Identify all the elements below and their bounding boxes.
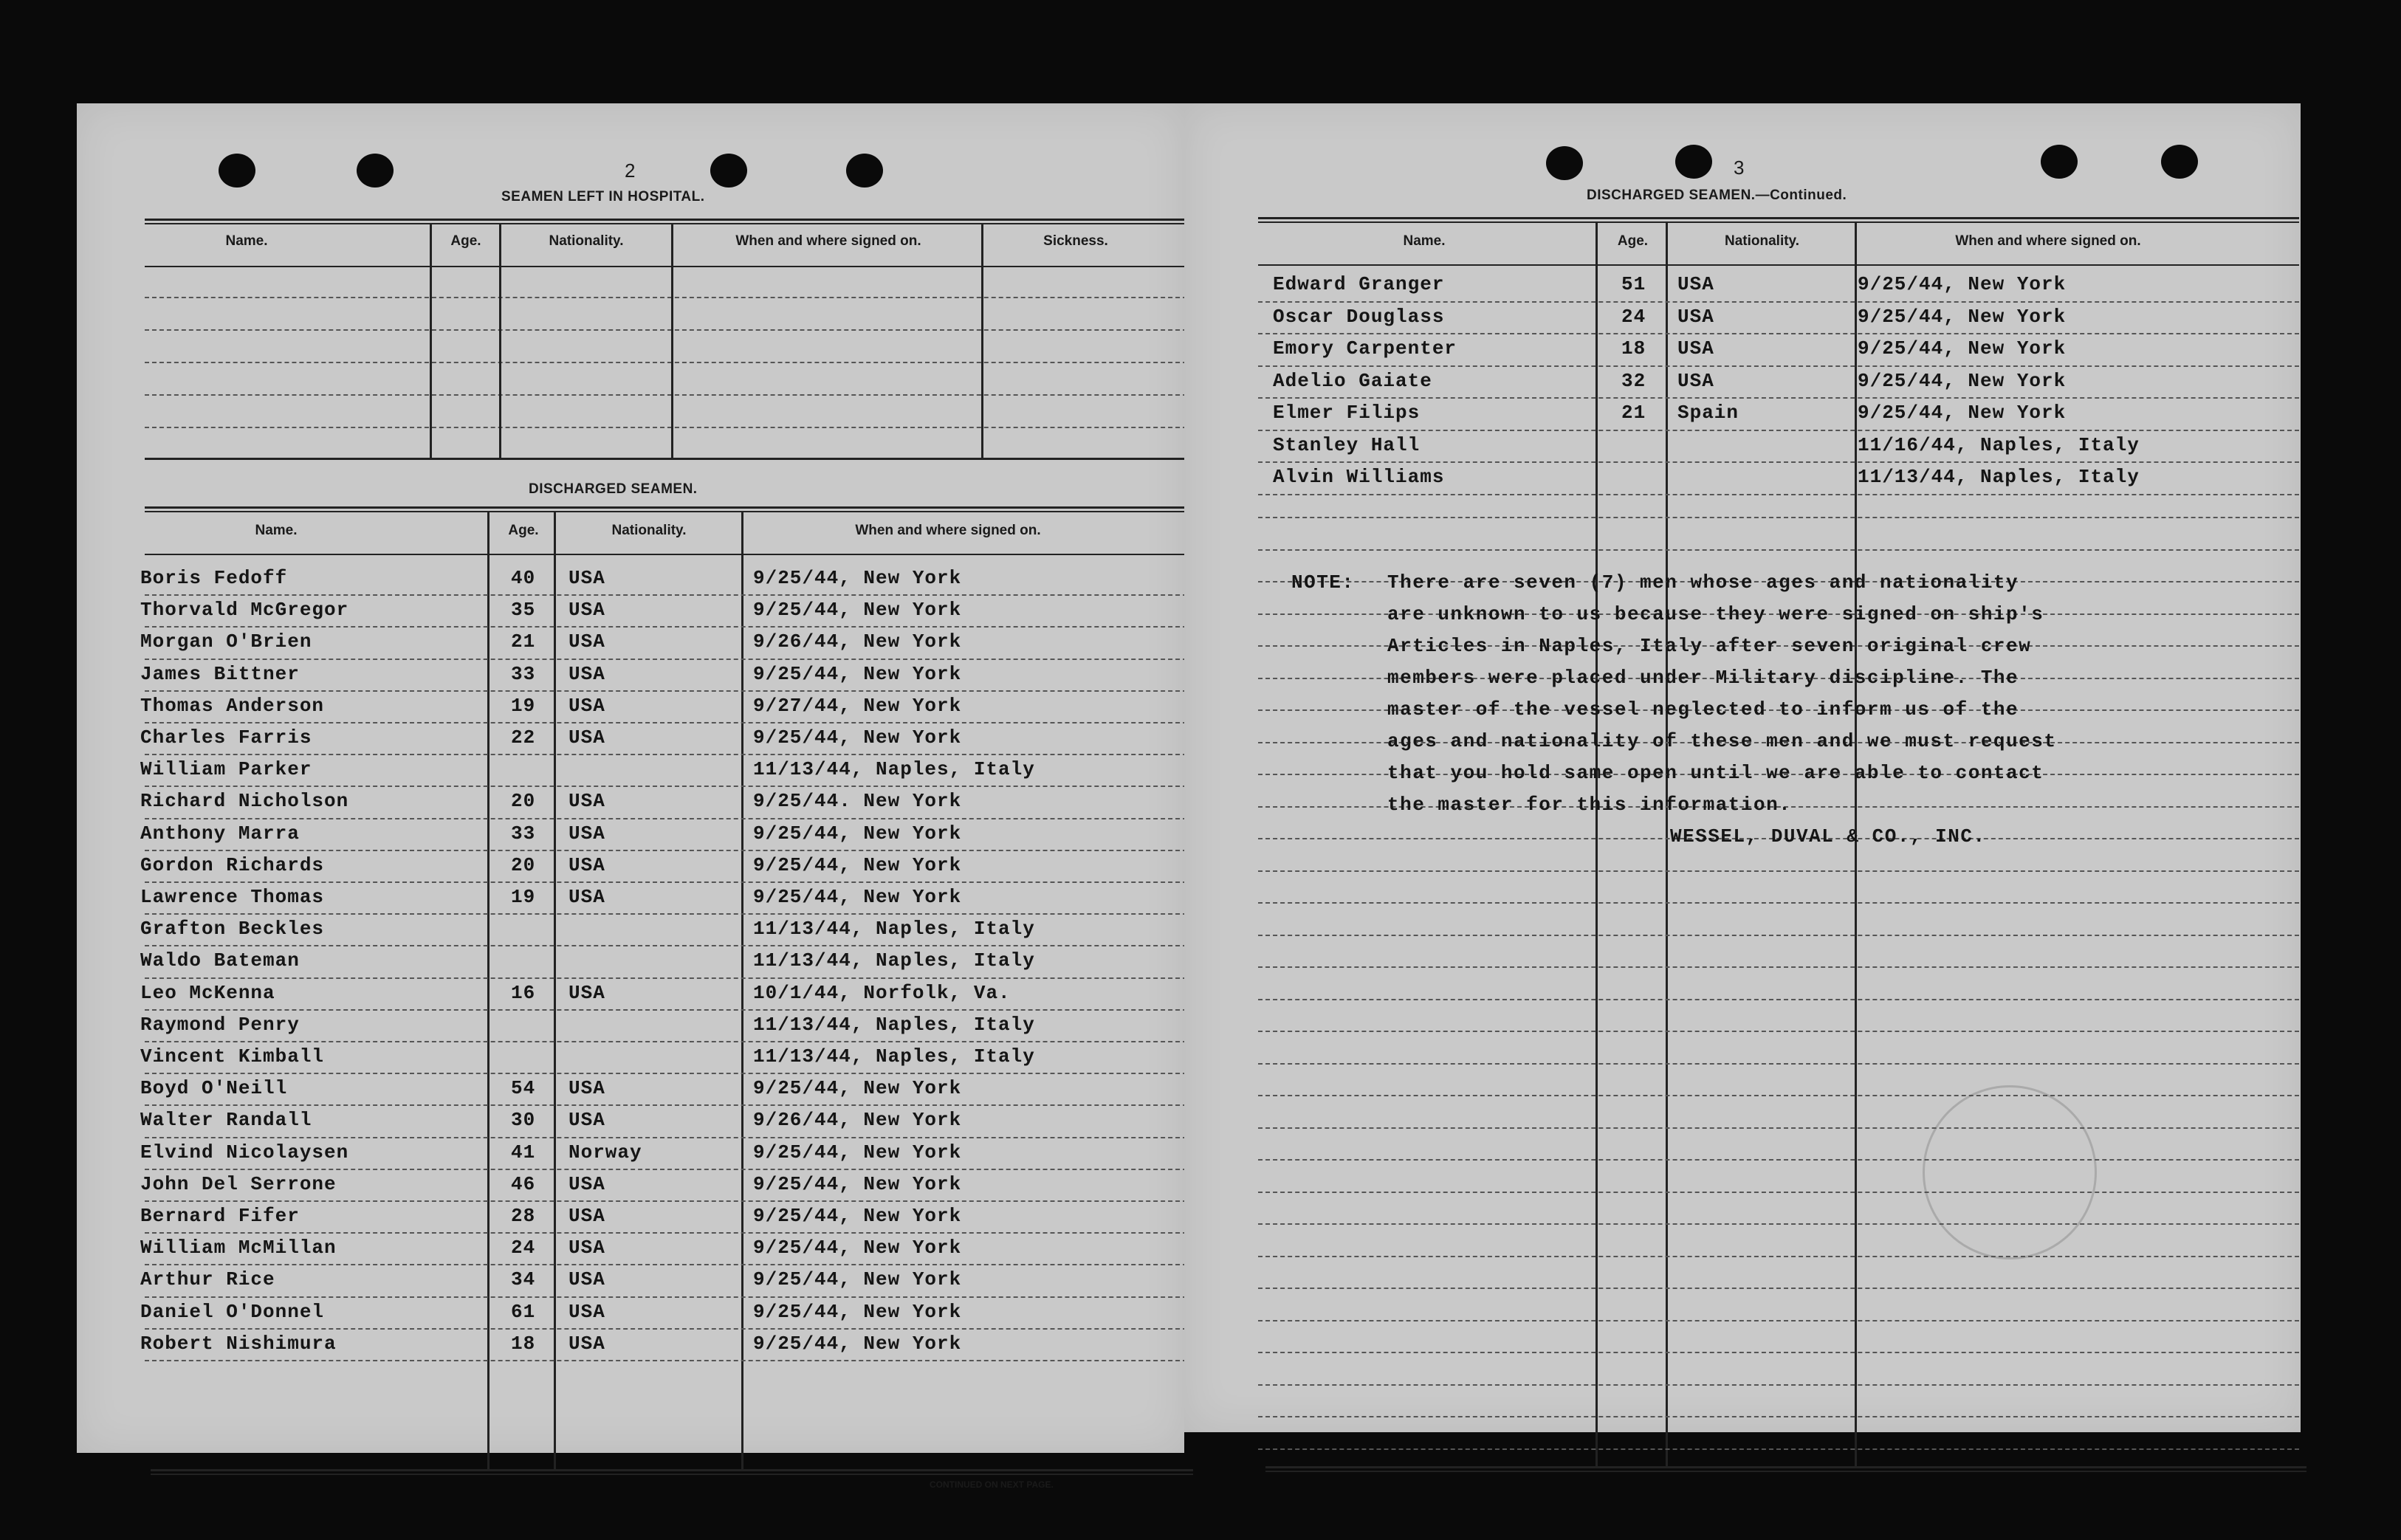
table-top-rule <box>145 506 1187 509</box>
seaman-age: 51 <box>1621 273 1646 295</box>
column-divider <box>499 223 501 459</box>
punch-hole <box>357 154 394 188</box>
punch-hole <box>2041 145 2078 179</box>
table-row-line <box>145 1296 1187 1298</box>
table-row-line <box>145 1232 1187 1234</box>
table-row-line <box>145 1169 1187 1170</box>
seaman-nationality: USA <box>1677 273 1714 295</box>
seaman-signed-on: 9/25/44, New York <box>753 1141 962 1163</box>
seaman-nationality: USA <box>569 1332 605 1355</box>
seaman-age: 54 <box>511 1077 536 1100</box>
table-row-line <box>145 818 1187 819</box>
table-row-line <box>145 362 1187 363</box>
right-page <box>1184 103 2301 1432</box>
table-row-line <box>145 690 1187 692</box>
table-bottom-rule <box>1265 1471 2306 1472</box>
seaman-signed-on: 9/25/44, New York <box>753 1077 962 1100</box>
table-row-line <box>145 1200 1187 1202</box>
seaman-nationality: USA <box>569 694 605 717</box>
continued-header-age: Age. <box>1617 233 1649 249</box>
hospital-header-age: Age. <box>450 233 481 249</box>
seaman-nationality: USA <box>569 1268 605 1291</box>
seaman-age: 18 <box>511 1332 536 1355</box>
table-row-line <box>1258 1416 2299 1417</box>
seaman-name: Stanley Hall <box>1273 433 1421 456</box>
continued-footer: CONTINUED ON NEXT PAGE. <box>930 1479 1054 1490</box>
seaman-age: 32 <box>1621 369 1646 392</box>
seaman-signed-on: 9/25/44, New York <box>753 853 962 876</box>
table-row-line <box>1258 1031 2299 1032</box>
seaman-age: 40 <box>511 567 536 589</box>
seaman-nationality: USA <box>569 853 605 876</box>
seaman-name: Thorvald McGregor <box>140 599 349 622</box>
table-row-line <box>145 1041 1187 1042</box>
punch-hole <box>1675 145 1712 179</box>
seaman-age: 41 <box>511 1141 536 1163</box>
seaman-nationality: USA <box>569 662 605 685</box>
table-bottom-rule <box>1265 1466 2306 1468</box>
seaman-nationality: USA <box>1677 337 1714 360</box>
table-row-line <box>1258 517 2299 518</box>
table-row-line <box>145 945 1187 946</box>
table-bottom-rule <box>151 1469 1193 1471</box>
seaman-age: 28 <box>511 1205 536 1227</box>
seaman-age: 33 <box>511 822 536 845</box>
table-row-line <box>145 1104 1187 1106</box>
table-row-line <box>1258 1448 2299 1450</box>
header-rule <box>1258 264 2299 266</box>
seaman-age: 16 <box>511 981 536 1004</box>
hospital-header-name: Name. <box>225 233 268 249</box>
seaman-nationality: USA <box>569 822 605 845</box>
table-row-line <box>1258 1095 2299 1096</box>
seaman-signed-on: 9/25/44, New York <box>753 1237 962 1259</box>
discharged-header-name: Name. <box>255 523 298 538</box>
note-line: that you hold same open until we are able to contact <box>1387 762 2044 784</box>
seaman-name: John Del Serrone <box>140 1172 337 1195</box>
table-row-line <box>145 881 1187 883</box>
table-row-line <box>145 977 1187 979</box>
seaman-name: Walter Randall <box>140 1109 312 1132</box>
table-bottom-rule <box>151 1474 1193 1475</box>
punch-hole <box>710 154 747 188</box>
seaman-age: 20 <box>511 790 536 813</box>
discharged-header-signed: When and where signed on. <box>855 523 1041 538</box>
seaman-signed-on: 9/25/44, New York <box>753 1268 962 1291</box>
seaman-name: Waldo Bateman <box>140 949 300 972</box>
table-row-line <box>145 1073 1187 1074</box>
seaman-nationality: USA <box>1677 305 1714 328</box>
seaman-age: 18 <box>1621 337 1646 360</box>
continued-header-nationality: Nationality. <box>1725 233 1799 249</box>
table-row-line <box>145 594 1187 596</box>
seaman-nationality: USA <box>569 599 605 622</box>
table-top-rule <box>1258 217 2299 219</box>
continued-header-signed: When and where signed on. <box>1955 233 2141 249</box>
table-row-line <box>145 659 1187 660</box>
table-row-line <box>1258 397 2299 399</box>
column-divider <box>981 223 983 459</box>
table-row-line <box>1258 902 2299 904</box>
table-row-line <box>1258 301 2299 303</box>
seaman-nationality: Spain <box>1677 402 1739 424</box>
header-rule <box>145 554 1187 555</box>
seaman-name: Leo McKenna <box>140 981 275 1004</box>
table-top-rule <box>145 223 1187 224</box>
seaman-name: Gordon Richards <box>140 853 325 876</box>
seaman-nationality: USA <box>569 630 605 653</box>
seaman-name: Emory Carpenter <box>1273 337 1457 360</box>
seaman-age: 22 <box>511 726 536 749</box>
column-divider <box>430 223 432 459</box>
table-row-line <box>1258 1320 2299 1321</box>
seaman-signed-on: 9/25/44, New York <box>753 1172 962 1195</box>
table-row-line <box>145 913 1187 915</box>
seaman-signed-on: 10/1/44, Norfolk, Va. <box>753 981 1011 1004</box>
seaman-name: Daniel O'Donnel <box>140 1300 325 1323</box>
seaman-age: 24 <box>511 1237 536 1259</box>
seaman-nationality: USA <box>569 1109 605 1132</box>
seaman-nationality: USA <box>569 1205 605 1227</box>
table-row-line <box>1258 935 2299 936</box>
note-line: Articles in Naples, Italy after seven original crew <box>1387 635 2032 657</box>
seaman-nationality: USA <box>1677 369 1714 392</box>
page-number: 2 <box>625 159 636 182</box>
seaman-signed-on: 9/25/44, New York <box>753 1300 962 1323</box>
seaman-name: William Parker <box>140 758 312 781</box>
table-row-line <box>145 427 1187 428</box>
table-row-line <box>145 786 1187 787</box>
seaman-nationality: USA <box>569 981 605 1004</box>
note-line: members were placed under Military discipline. The <box>1387 667 2019 689</box>
seaman-signed-on: 11/16/44, Naples, Italy <box>1858 433 2140 456</box>
seaman-age: 30 <box>511 1109 536 1132</box>
seaman-signed-on: 9/25/44, New York <box>753 1332 962 1355</box>
column-divider <box>671 223 673 459</box>
seaman-signed-on: 11/13/44, Naples, Italy <box>753 918 1035 941</box>
seaman-signed-on: 11/13/44, Naples, Italy <box>753 1045 1035 1068</box>
hospital-header-signed: When and where signed on. <box>735 233 921 249</box>
seaman-name: Charles Farris <box>140 726 312 749</box>
seaman-signed-on: 9/25/44, New York <box>753 567 962 589</box>
hospital-header-sickness: Sickness. <box>1043 233 1108 249</box>
note-line: master of the vessel neglected to inform us of the <box>1387 698 2019 721</box>
seaman-nationality: USA <box>569 567 605 589</box>
seaman-nationality: USA <box>569 1237 605 1259</box>
seaman-age: 21 <box>511 630 536 653</box>
table-top-rule <box>145 219 1187 221</box>
seaman-nationality: USA <box>569 1300 605 1323</box>
table-row-line <box>1258 549 2299 551</box>
table-row-line <box>1258 1192 2299 1193</box>
seaman-name: Elvind Nicolaysen <box>140 1141 349 1163</box>
faded-stamp <box>1923 1085 2097 1259</box>
seaman-name: Adelio Gaiate <box>1273 369 1432 392</box>
seaman-signed-on: 9/25/44. New York <box>753 790 962 813</box>
seaman-signed-on: 9/25/44, New York <box>753 599 962 622</box>
seaman-age: 46 <box>511 1172 536 1195</box>
table-bottom-rule <box>145 458 1187 460</box>
seaman-signed-on: 9/25/44, New York <box>1858 273 2067 295</box>
seaman-signed-on: 11/13/44, Naples, Italy <box>753 1013 1035 1036</box>
note-line: the master for this information. <box>1387 794 1792 816</box>
header-rule <box>145 266 1187 267</box>
seaman-name: Arthur Rice <box>140 1268 275 1291</box>
table-row-line <box>1258 430 2299 431</box>
seaman-name: Morgan O'Brien <box>140 630 312 653</box>
table-row-line <box>145 1009 1187 1011</box>
seaman-age: 61 <box>511 1300 536 1323</box>
seaman-age: 24 <box>1621 305 1646 328</box>
seaman-name: Boyd O'Neill <box>140 1077 288 1100</box>
seaman-signed-on: 9/25/44, New York <box>753 1205 962 1227</box>
note-line: ages and nationality of these men and we must request <box>1387 730 2057 752</box>
column-divider <box>741 511 743 1471</box>
seaman-name: Bernard Fifer <box>140 1205 300 1227</box>
seaman-nationality: USA <box>569 886 605 908</box>
table-row-line <box>145 1360 1187 1361</box>
seaman-name: Elmer Filips <box>1273 402 1421 424</box>
seaman-name: Robert Nishimura <box>140 1332 337 1355</box>
column-divider <box>1666 221 1668 1468</box>
punch-hole <box>846 154 883 188</box>
discharged-header-age: Age. <box>508 523 539 538</box>
table-row-line <box>1258 1223 2299 1225</box>
note-line: are unknown to us because they were signed on ship's <box>1387 603 2044 625</box>
punch-hole <box>219 154 255 188</box>
discharged-continued-title: DISCHARGED SEAMEN.—Continued. <box>1587 188 1847 203</box>
table-row-line <box>1258 870 2299 872</box>
seaman-signed-on: 9/26/44, New York <box>753 630 962 653</box>
table-top-rule <box>145 511 1187 512</box>
seaman-name: William McMillan <box>140 1237 337 1259</box>
seaman-name: James Bittner <box>140 662 300 685</box>
seaman-signed-on: 9/27/44, New York <box>753 694 962 717</box>
table-row-line <box>1258 333 2299 334</box>
column-divider <box>487 511 490 1471</box>
seaman-nationality: USA <box>569 1077 605 1100</box>
table-row-line <box>1258 999 2299 1000</box>
note-signature: WESSEL, DUVAL & CO., INC. <box>1670 825 1986 848</box>
seaman-name: Richard Nicholson <box>140 790 349 813</box>
seaman-age: 19 <box>511 886 536 908</box>
seaman-signed-on: 9/25/44, New York <box>1858 369 2067 392</box>
table-row-line <box>145 722 1187 723</box>
column-divider <box>1595 221 1598 1468</box>
seaman-name: Thomas Anderson <box>140 694 325 717</box>
page-number: 3 <box>1734 157 1745 179</box>
seaman-signed-on: 9/25/44, New York <box>753 822 962 845</box>
seaman-signed-on: 11/13/44, Naples, Italy <box>753 949 1035 972</box>
discharged-section-title: DISCHARGED SEAMEN. <box>529 481 698 497</box>
seaman-name: Edward Granger <box>1273 273 1445 295</box>
table-row-line <box>145 1264 1187 1265</box>
seaman-nationality: Norway <box>569 1141 642 1163</box>
table-row-line <box>145 329 1187 331</box>
seaman-name: Oscar Douglass <box>1273 305 1445 328</box>
continued-header-name: Name. <box>1403 233 1446 249</box>
seaman-name: Raymond Penry <box>140 1013 300 1036</box>
note-label: NOTE: <box>1291 571 1355 594</box>
seaman-name: Vincent Kimball <box>140 1045 325 1068</box>
seaman-name: Grafton Beckles <box>140 918 325 941</box>
table-row-line <box>145 626 1187 628</box>
hospital-header-nationality: Nationality. <box>549 233 624 249</box>
table-row-line <box>1258 1288 2299 1289</box>
seaman-age: 20 <box>511 853 536 876</box>
left-page <box>77 103 1184 1490</box>
seaman-signed-on: 9/25/44, New York <box>753 726 962 749</box>
table-top-rule <box>1258 221 2299 223</box>
hospital-section-title: SEAMEN LEFT IN HOSPITAL. <box>501 189 705 204</box>
punch-hole <box>1546 146 1583 180</box>
table-row-line <box>145 297 1187 298</box>
seaman-signed-on: 9/25/44, New York <box>1858 337 2067 360</box>
table-row-line <box>1258 966 2299 968</box>
seaman-signed-on: 9/25/44, New York <box>753 662 962 685</box>
table-row-line <box>145 850 1187 851</box>
seaman-signed-on: 9/26/44, New York <box>753 1109 962 1132</box>
table-row-line <box>145 1137 1187 1138</box>
table-row-line <box>1258 461 2299 463</box>
seaman-nationality: USA <box>569 726 605 749</box>
seaman-name: Anthony Marra <box>140 822 300 845</box>
seaman-age: 34 <box>511 1268 536 1291</box>
seaman-age: 33 <box>511 662 536 685</box>
table-row-line <box>1258 494 2299 495</box>
table-row-line <box>145 394 1187 396</box>
column-divider <box>554 511 556 1471</box>
table-row-line <box>145 754 1187 755</box>
table-row-line <box>1258 1384 2299 1386</box>
table-row-line <box>1258 1127 2299 1129</box>
discharged-header-nationality: Nationality. <box>611 523 687 538</box>
seaman-name: Alvin Williams <box>1273 466 1445 488</box>
seaman-age: 21 <box>1621 402 1646 424</box>
seaman-age: 19 <box>511 694 536 717</box>
punch-hole <box>2161 145 2198 179</box>
seaman-age: 35 <box>511 599 536 622</box>
seaman-signed-on: 11/13/44, Naples, Italy <box>1858 466 2140 488</box>
seaman-signed-on: 9/25/44, New York <box>1858 305 2067 328</box>
seaman-signed-on: 9/25/44, New York <box>1858 402 2067 424</box>
seaman-name: Lawrence Thomas <box>140 886 325 908</box>
seaman-nationality: USA <box>569 790 605 813</box>
seaman-signed-on: 11/13/44, Naples, Italy <box>753 758 1035 781</box>
table-row-line <box>1258 1159 2299 1161</box>
note-line: There are seven (7) men whose ages and nationality <box>1387 571 2019 594</box>
table-row-line <box>1258 1256 2299 1257</box>
table-row-line <box>145 1328 1187 1330</box>
table-row-line <box>1258 365 2299 367</box>
seaman-name: Boris Fedoff <box>140 567 288 589</box>
seaman-signed-on: 9/25/44, New York <box>753 886 962 908</box>
table-row-line <box>1258 1063 2299 1065</box>
table-row-line <box>1258 1352 2299 1353</box>
seaman-nationality: USA <box>569 1172 605 1195</box>
